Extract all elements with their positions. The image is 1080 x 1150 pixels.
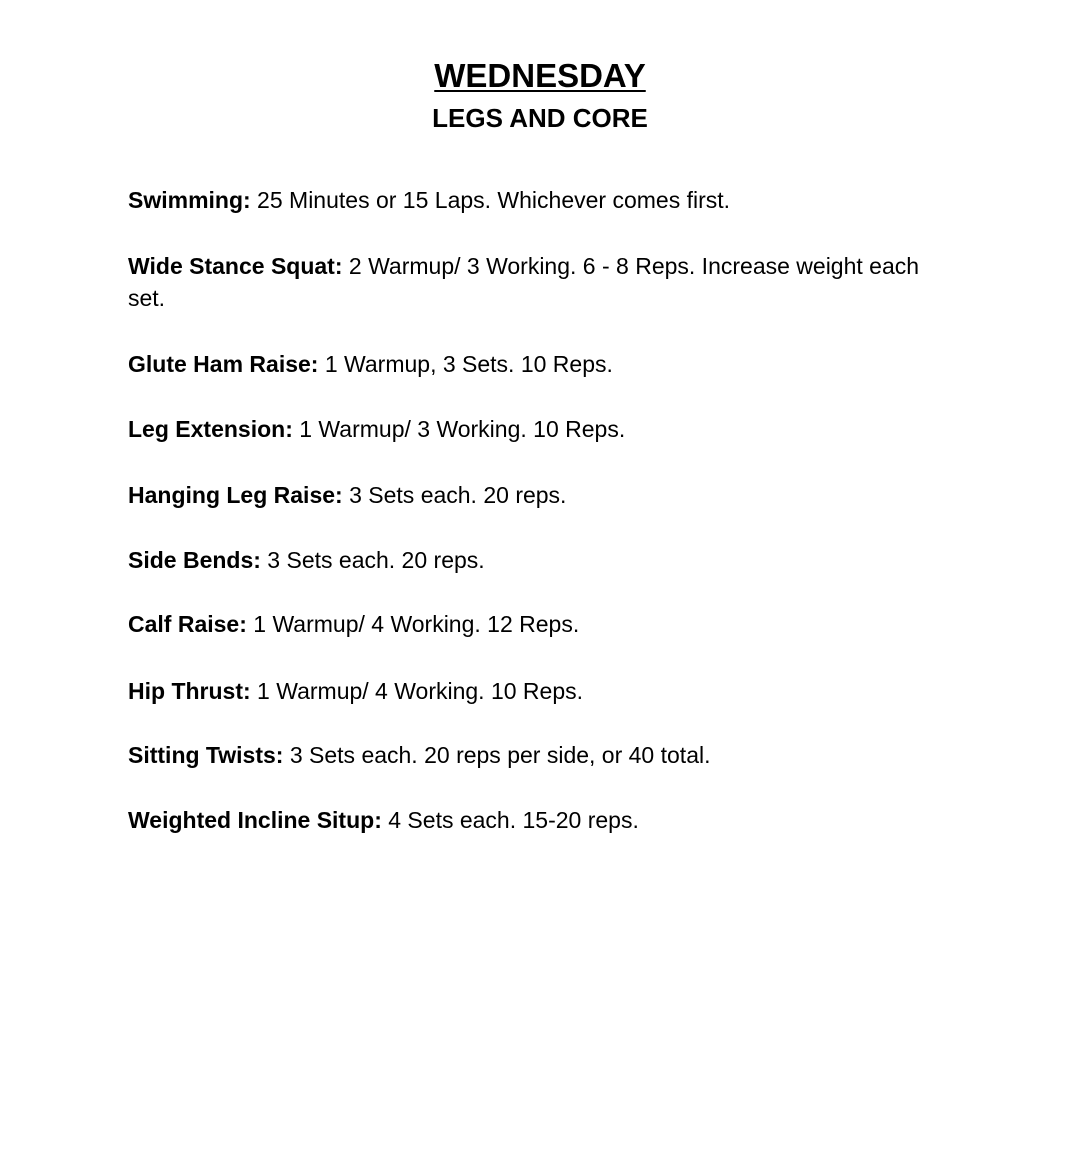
exercise-name: Swimming: — [128, 187, 251, 213]
exercise-entry — [128, 675, 948, 707]
exercise-list — [128, 184, 948, 836]
exercise-entry — [128, 348, 948, 380]
exercise-entry — [128, 739, 948, 771]
exercise-name: Leg Extension: — [128, 416, 293, 442]
exercise-entry — [128, 413, 948, 445]
page-subtitle: LEGS AND CORE — [432, 103, 648, 133]
exercise-detail: 25 Minutes or 15 Laps. Whichever comes first. — [250, 187, 731, 213]
page-title: WEDNESDAY — [434, 57, 646, 94]
exercise-detail: 1 Warmup/ 4 Working. 12 Reps. — [246, 611, 580, 637]
exercise-name: Hanging Leg Raise: — [128, 482, 343, 508]
exercise-name: Side Bends: — [128, 547, 261, 573]
exercise-entry — [128, 184, 948, 216]
exercise-name: Glute Ham Raise: — [128, 351, 319, 377]
exercise-detail: 2 Warmup/ 3 Working. 6 - 8 Reps. Increase weight each set. — [128, 253, 920, 311]
exercise-entry — [128, 479, 948, 511]
exercise-entry — [128, 608, 948, 640]
exercise-detail: 3 Sets each. 20 reps. — [342, 482, 567, 508]
exercise-detail: 3 Sets each. 20 reps. — [260, 547, 485, 573]
exercise-name: Calf Raise: — [128, 611, 247, 637]
exercise-entry — [128, 544, 948, 576]
exercise-detail: 3 Sets each. 20 reps per side, or 40 total. — [283, 742, 711, 768]
exercise-detail: 1 Warmup/ 3 Working. 10 Reps. — [292, 416, 626, 442]
exercise-name: Wide Stance Squat: — [128, 253, 343, 279]
exercise-entry — [128, 804, 948, 836]
exercise-name: Sitting Twists: — [128, 742, 284, 768]
exercise-name: Weighted Incline Situp: — [128, 807, 382, 833]
exercise-detail: 1 Warmup, 3 Sets. 10 Reps. — [318, 351, 613, 377]
exercise-name: Hip Thrust: — [128, 678, 251, 704]
exercise-entry — [128, 250, 948, 314]
exercise-detail: 1 Warmup/ 4 Working. 10 Reps. — [250, 678, 584, 704]
exercise-detail: 4 Sets each. 15-20 reps. — [381, 807, 639, 833]
